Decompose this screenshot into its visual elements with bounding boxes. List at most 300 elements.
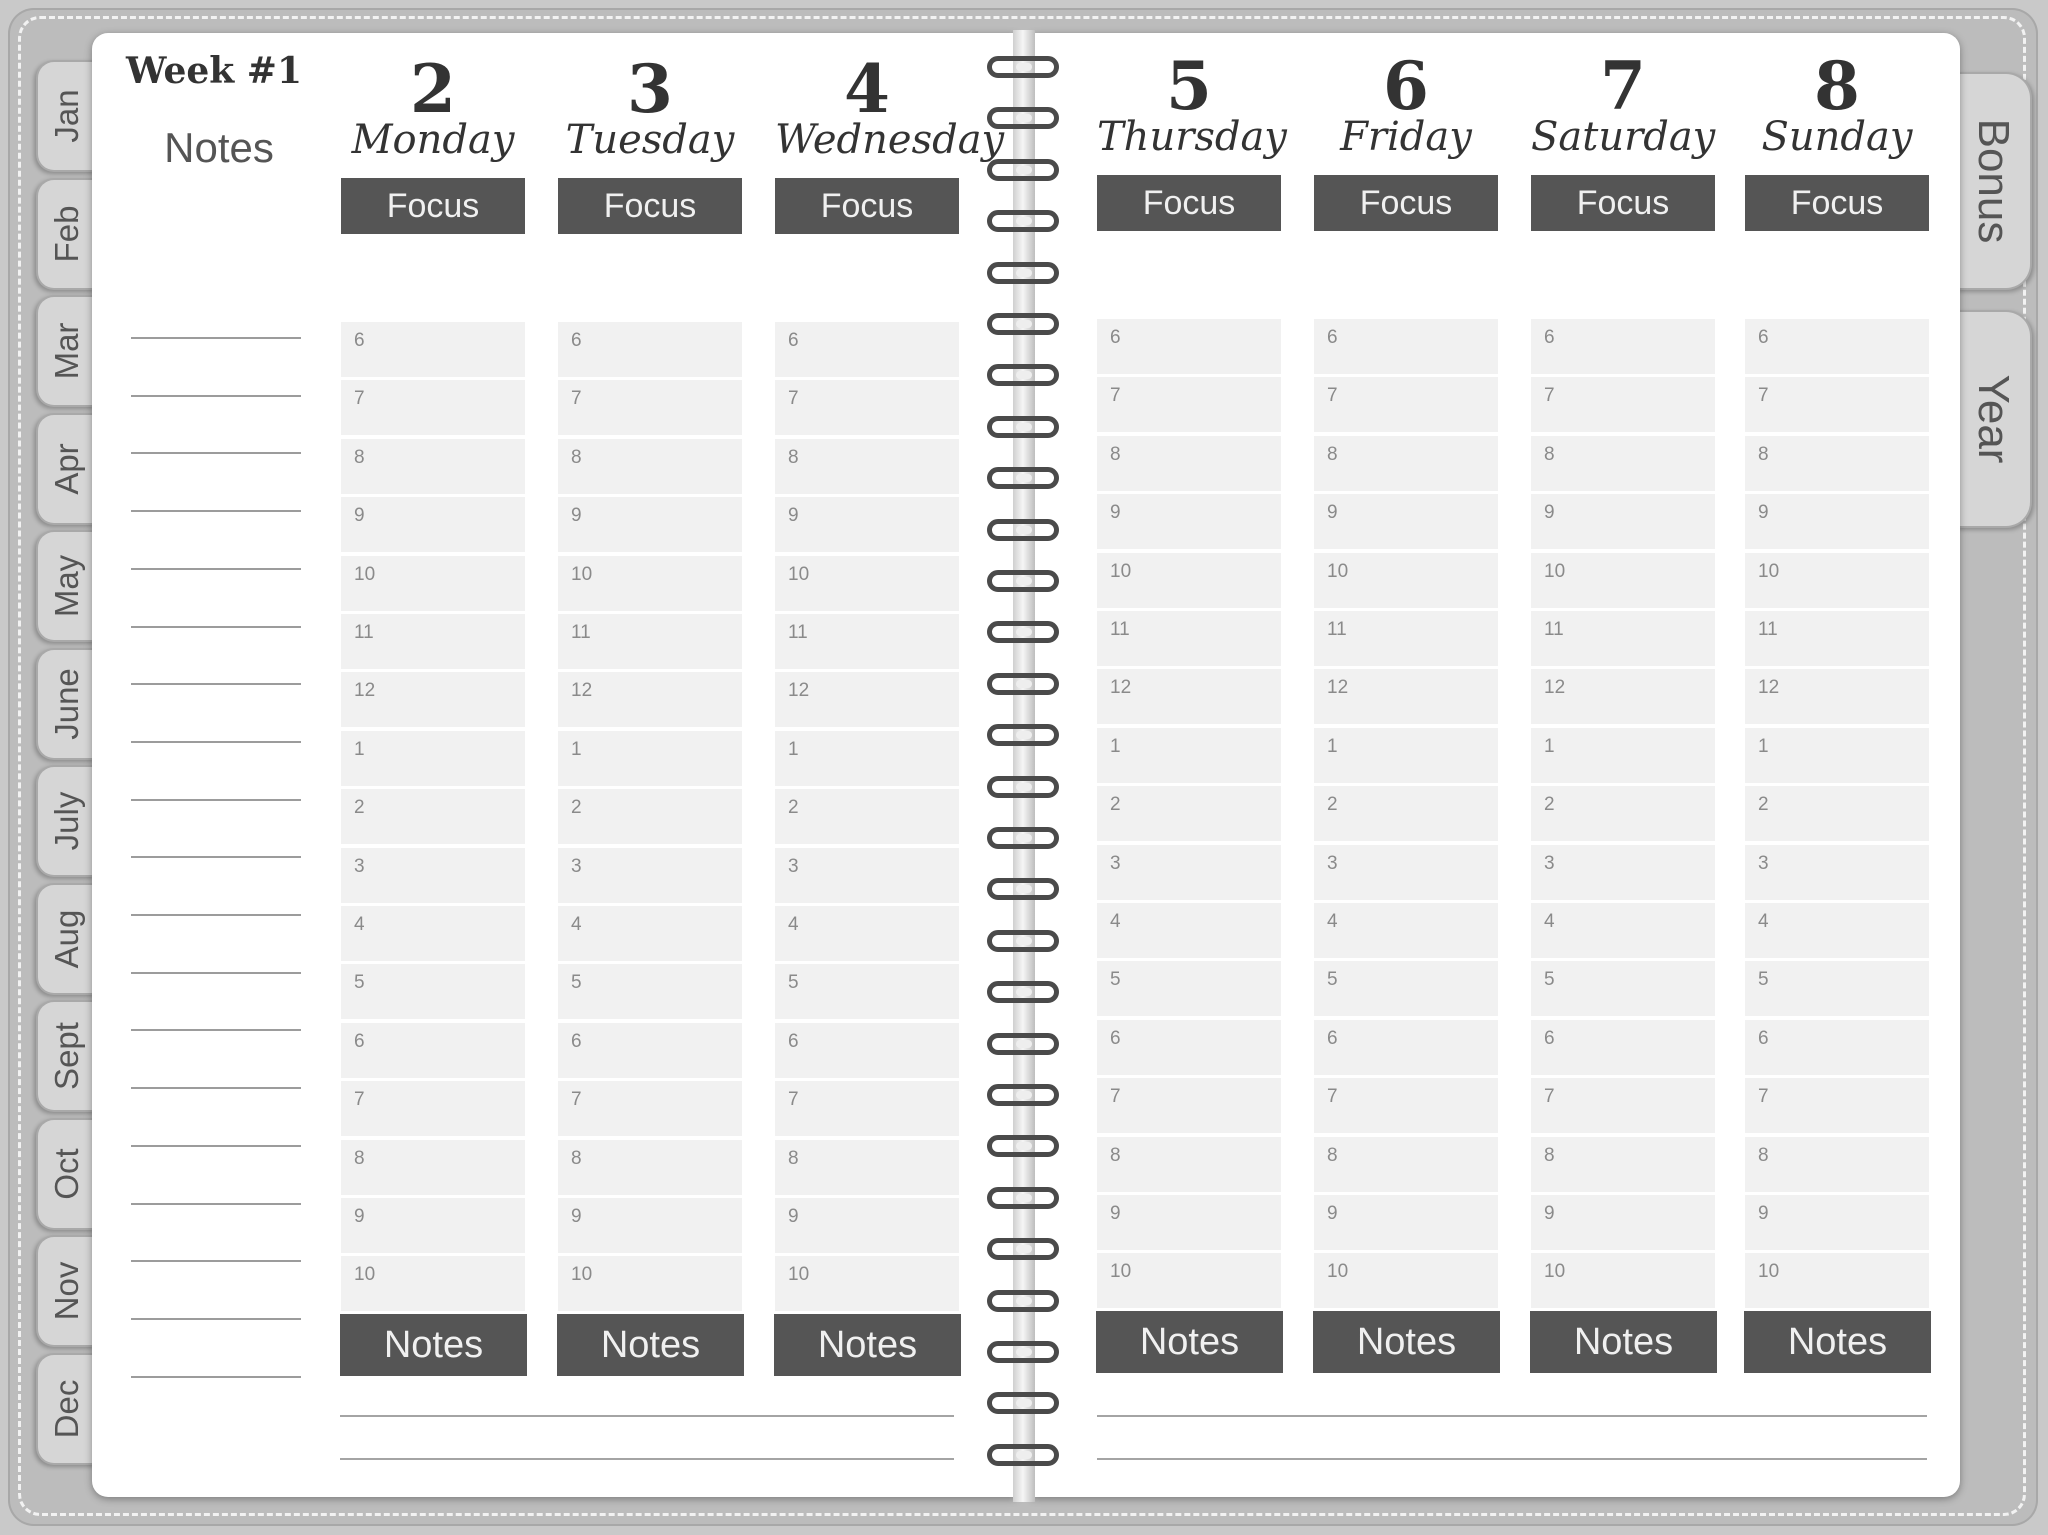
hour-label: 6: [354, 330, 365, 351]
hour-label: 7: [1327, 385, 1338, 406]
hour-slot[interactable]: [1531, 1253, 1715, 1311]
hour-slot[interactable]: [341, 439, 525, 497]
month-tab-label: Feb: [48, 205, 85, 263]
hour-slot[interactable]: [1097, 1253, 1281, 1311]
hour-slot[interactable]: [1745, 1020, 1929, 1078]
hour-label: 8: [788, 447, 799, 468]
hour-label: 9: [1544, 1203, 1555, 1224]
hour-slot[interactable]: [1745, 845, 1929, 903]
hour-slot[interactable]: [1097, 1137, 1281, 1195]
hour-slot[interactable]: [1097, 611, 1281, 669]
month-tab-label: Apr: [48, 443, 85, 495]
day-notes-header[interactable]: Notes: [1096, 1311, 1283, 1373]
hour-slot[interactable]: [558, 556, 742, 614]
hour-slot[interactable]: [1097, 436, 1281, 494]
day-notes-header[interactable]: Notes: [557, 1314, 744, 1376]
spiral-ring: [987, 467, 1059, 489]
hour-label: 3: [1544, 853, 1555, 874]
day-notes-header[interactable]: Notes: [1744, 1311, 1931, 1373]
hour-slot[interactable]: [1531, 903, 1715, 961]
hour-slot[interactable]: [558, 789, 742, 847]
hour-label: 10: [788, 1264, 810, 1285]
focus-header[interactable]: Focus: [341, 178, 525, 234]
hour-slot[interactable]: [558, 497, 742, 555]
hour-label: 6: [571, 330, 582, 351]
month-tab-sept[interactable]: [36, 1000, 96, 1112]
hour-slot[interactable]: [1314, 319, 1498, 377]
hour-label: 9: [571, 1206, 582, 1227]
spiral-ring: [987, 56, 1059, 78]
hour-slot[interactable]: [1097, 1195, 1281, 1253]
hour-label: 9: [1758, 502, 1769, 523]
hour-label: 5: [571, 972, 582, 993]
hour-slot[interactable]: [1314, 553, 1498, 611]
hour-slot[interactable]: [341, 380, 525, 438]
month-tab-label: June: [48, 668, 85, 740]
note-line[interactable]: [131, 452, 301, 454]
hour-slot[interactable]: [341, 672, 525, 730]
day-notes-header[interactable]: Notes: [340, 1314, 527, 1376]
spiral-ring: [987, 827, 1059, 849]
note-line[interactable]: [131, 395, 301, 397]
day-number: 4: [844, 50, 890, 128]
hour-slot[interactable]: [1097, 728, 1281, 786]
hour-slot[interactable]: [341, 1140, 525, 1198]
hour-slot[interactable]: [1531, 1195, 1715, 1253]
hour-label: 5: [1327, 969, 1338, 990]
focus-header[interactable]: Focus: [1314, 175, 1498, 231]
hour-slot[interactable]: [1531, 786, 1715, 844]
hour-slot[interactable]: [1097, 903, 1281, 961]
day-number: 3: [627, 50, 673, 128]
hour-label: 2: [1758, 794, 1769, 815]
hour-label: 3: [788, 856, 799, 877]
hour-label: 10: [1110, 561, 1132, 582]
bottom-note-line-left-2: [340, 1458, 954, 1460]
hour-slot[interactable]: [1745, 1078, 1929, 1136]
hour-slot[interactable]: [341, 964, 525, 1022]
hour-slot[interactable]: [1314, 669, 1498, 727]
focus-header[interactable]: Focus: [558, 178, 742, 234]
hour-slot[interactable]: [1531, 494, 1715, 552]
hour-label: 6: [1544, 1028, 1555, 1049]
hour-slot[interactable]: [1097, 961, 1281, 1019]
hour-slot[interactable]: [1097, 786, 1281, 844]
spiral-ring: [987, 570, 1059, 592]
day-notes-header[interactable]: Notes: [774, 1314, 961, 1376]
hour-slot[interactable]: [1531, 1137, 1715, 1195]
hour-slot[interactable]: [1097, 1020, 1281, 1078]
hour-label: 2: [1544, 794, 1555, 815]
month-tab-apr[interactable]: [36, 413, 96, 525]
hour-label: 3: [571, 856, 582, 877]
hour-slot[interactable]: [775, 789, 959, 847]
hour-slot[interactable]: [775, 1256, 959, 1314]
spiral-ring: [987, 878, 1059, 900]
hour-label: 9: [354, 1206, 365, 1227]
day-notes-header[interactable]: Notes: [1530, 1311, 1717, 1373]
hour-label: 11: [1327, 619, 1347, 640]
bottom-note-line-right-1: [1097, 1415, 1927, 1417]
hour-label: 1: [1544, 736, 1555, 757]
hour-slot[interactable]: [1314, 377, 1498, 435]
month-tab-label: Mar: [48, 322, 85, 380]
hour-slot[interactable]: [1531, 553, 1715, 611]
month-tab-label: Dec: [48, 1379, 85, 1439]
hour-label: 3: [1327, 853, 1338, 874]
spiral-ring: [987, 776, 1059, 798]
spiral-ring: [987, 673, 1059, 695]
spiral-ring: [987, 621, 1059, 643]
hour-slot[interactable]: [775, 672, 959, 730]
hour-label: 9: [1544, 502, 1555, 523]
hour-slot[interactable]: [1097, 845, 1281, 903]
hour-label: 12: [1758, 677, 1780, 698]
hour-slot[interactable]: [775, 731, 959, 789]
hour-label: 6: [788, 330, 799, 351]
hour-label: 10: [788, 564, 810, 585]
note-line[interactable]: [131, 337, 301, 339]
hour-label: 5: [788, 972, 799, 993]
hour-slot[interactable]: [775, 439, 959, 497]
day-number: 7: [1600, 47, 1646, 125]
hour-label: 4: [1758, 911, 1769, 932]
hour-label: 8: [1110, 444, 1121, 465]
hour-label: 12: [1327, 677, 1349, 698]
hour-slot[interactable]: [775, 1140, 959, 1198]
hour-slot[interactable]: [341, 1198, 525, 1256]
hour-slot[interactable]: [341, 848, 525, 906]
hour-slot[interactable]: [1314, 1195, 1498, 1253]
month-tab-dec[interactable]: [36, 1353, 96, 1465]
day-notes-header[interactable]: Notes: [1313, 1311, 1500, 1373]
hour-label: 5: [1544, 969, 1555, 990]
hour-label: 2: [788, 797, 799, 818]
note-line[interactable]: [131, 1087, 301, 1089]
hour-slot[interactable]: [1314, 1137, 1498, 1195]
hour-slot[interactable]: [775, 964, 959, 1022]
spiral-ring: [987, 981, 1059, 1003]
hour-label: 7: [1758, 385, 1769, 406]
hour-label: 8: [1327, 1145, 1338, 1166]
hour-slot[interactable]: [1314, 1253, 1498, 1311]
hour-slot[interactable]: [1531, 319, 1715, 377]
hour-slot[interactable]: [1314, 903, 1498, 961]
hour-label: 10: [1758, 561, 1780, 582]
hour-slot[interactable]: [341, 1081, 525, 1139]
hour-label: 7: [571, 1089, 582, 1110]
side-tab-label: Bonus: [1969, 118, 2018, 244]
hour-label: 8: [1544, 1145, 1555, 1166]
hour-slot[interactable]: [558, 906, 742, 964]
hour-label: 10: [354, 564, 376, 585]
hour-slot[interactable]: [1745, 553, 1929, 611]
day-name: Monday: [351, 117, 515, 163]
spiral-ring: [987, 1187, 1059, 1209]
hour-label: 8: [1758, 444, 1769, 465]
hour-slot[interactable]: [341, 731, 525, 789]
hour-slot[interactable]: [558, 731, 742, 789]
hour-slot[interactable]: [1314, 961, 1498, 1019]
hour-label: 12: [1110, 677, 1132, 698]
hour-slot[interactable]: [1314, 1020, 1498, 1078]
hour-slot[interactable]: [1314, 1078, 1498, 1136]
month-tab-may[interactable]: [36, 530, 96, 642]
note-line[interactable]: [131, 1029, 301, 1031]
hour-slot[interactable]: [1745, 377, 1929, 435]
spiral-ring: [987, 262, 1059, 284]
side-tab-year[interactable]: [1956, 310, 2032, 528]
month-tab-july[interactable]: [36, 765, 96, 877]
hour-label: 12: [788, 680, 810, 701]
hour-label: 12: [571, 680, 593, 701]
hour-slot[interactable]: [558, 1256, 742, 1314]
hour-label: 9: [1758, 1203, 1769, 1224]
day-number: 8: [1814, 47, 1860, 125]
hour-label: 3: [1110, 853, 1121, 874]
hour-slot[interactable]: [341, 497, 525, 555]
note-line[interactable]: [131, 683, 301, 685]
month-tab-feb[interactable]: [36, 178, 96, 290]
hour-label: 9: [354, 505, 365, 526]
hour-label: 7: [1110, 385, 1121, 406]
hour-slot[interactable]: [1745, 494, 1929, 552]
note-line[interactable]: [131, 626, 301, 628]
hour-label: 1: [1327, 736, 1338, 757]
hour-slot[interactable]: [775, 380, 959, 438]
hour-label: 9: [788, 1206, 799, 1227]
month-tab-nov[interactable]: [36, 1235, 96, 1347]
hour-slot[interactable]: [1745, 1195, 1929, 1253]
hour-label: 6: [1544, 327, 1555, 348]
note-line[interactable]: [131, 1203, 301, 1205]
hour-slot[interactable]: [1745, 436, 1929, 494]
hour-slot[interactable]: [558, 380, 742, 438]
hour-label: 8: [571, 447, 582, 468]
hour-slot[interactable]: [1531, 669, 1715, 727]
hour-slot[interactable]: [558, 439, 742, 497]
hour-slot[interactable]: [341, 906, 525, 964]
hour-label: 1: [788, 739, 799, 760]
hour-slot[interactable]: [775, 556, 959, 614]
hour-label: 10: [571, 564, 593, 585]
hour-label: 4: [788, 914, 799, 935]
spiral-ring: [987, 1392, 1059, 1414]
hour-slot[interactable]: [1745, 1253, 1929, 1311]
hour-slot[interactable]: [1745, 786, 1929, 844]
hour-label: 1: [571, 739, 582, 760]
note-line[interactable]: [131, 568, 301, 570]
hour-slot[interactable]: [341, 614, 525, 672]
spiral-ring: [987, 1135, 1059, 1157]
hour-label: 7: [571, 388, 582, 409]
hour-label: 12: [1544, 677, 1566, 698]
month-tab-mar[interactable]: [36, 295, 96, 407]
hour-slot[interactable]: [1745, 728, 1929, 786]
hour-slot[interactable]: [341, 1256, 525, 1314]
hour-slot[interactable]: [1745, 903, 1929, 961]
hour-label: 6: [1758, 327, 1769, 348]
hour-slot[interactable]: [1531, 845, 1715, 903]
note-line[interactable]: [131, 972, 301, 974]
hour-label: 9: [1110, 1203, 1121, 1224]
bottom-note-line-left-1: [340, 1415, 954, 1417]
hour-slot[interactable]: [1531, 611, 1715, 669]
hour-label: 2: [571, 797, 582, 818]
note-line[interactable]: [131, 1145, 301, 1147]
spiral-ring: [987, 1290, 1059, 1312]
hour-label: 11: [354, 622, 374, 643]
hour-slot[interactable]: [1745, 961, 1929, 1019]
hour-slot[interactable]: [775, 906, 959, 964]
hour-slot[interactable]: [341, 789, 525, 847]
spiral-ring: [987, 364, 1059, 386]
hour-label: 6: [1758, 1028, 1769, 1049]
hour-slot[interactable]: [1531, 436, 1715, 494]
hour-label: 5: [1758, 969, 1769, 990]
note-line[interactable]: [131, 799, 301, 801]
hour-label: 2: [354, 797, 365, 818]
day-name: Tuesday: [565, 117, 735, 163]
hour-label: 6: [354, 1031, 365, 1052]
hour-slot[interactable]: [775, 1081, 959, 1139]
month-tab-jan[interactable]: [36, 60, 96, 172]
hour-label: 9: [571, 505, 582, 526]
hour-slot[interactable]: [558, 614, 742, 672]
hour-label: 6: [1327, 327, 1338, 348]
hour-label: 7: [788, 388, 799, 409]
hour-label: 6: [788, 1031, 799, 1052]
hour-slot[interactable]: [1531, 1078, 1715, 1136]
note-line[interactable]: [131, 856, 301, 858]
hour-slot[interactable]: [1531, 377, 1715, 435]
hour-slot[interactable]: [1097, 494, 1281, 552]
hour-label: 6: [571, 1031, 582, 1052]
hour-label: 1: [1758, 736, 1769, 757]
hour-label: 10: [1110, 1261, 1132, 1282]
note-line[interactable]: [131, 1376, 301, 1378]
focus-header[interactable]: Focus: [1745, 175, 1929, 231]
hour-slot[interactable]: [558, 848, 742, 906]
hour-slot[interactable]: [1097, 553, 1281, 611]
hour-label: 10: [354, 1264, 376, 1285]
hour-slot[interactable]: [1531, 961, 1715, 1019]
hour-slot[interactable]: [1314, 728, 1498, 786]
spiral-ring: [987, 724, 1059, 746]
hour-slot[interactable]: [1745, 669, 1929, 727]
hour-label: 7: [1544, 385, 1555, 406]
hour-slot[interactable]: [1314, 611, 1498, 669]
hour-slot[interactable]: [341, 1023, 525, 1081]
hour-slot[interactable]: [775, 497, 959, 555]
hour-slot[interactable]: [1314, 845, 1498, 903]
hour-label: 6: [1110, 327, 1121, 348]
spiral-ring: [987, 107, 1059, 129]
hour-label: 8: [1544, 444, 1555, 465]
hour-label: 11: [1110, 619, 1130, 640]
spiral-ring: [987, 1238, 1059, 1260]
hour-label: 11: [1544, 619, 1564, 640]
hour-label: 2: [1110, 794, 1121, 815]
hour-slot[interactable]: [558, 672, 742, 730]
hour-slot[interactable]: [1745, 611, 1929, 669]
hour-slot[interactable]: [558, 1023, 742, 1081]
hour-slot[interactable]: [775, 848, 959, 906]
hour-label: 7: [354, 1089, 365, 1110]
hour-label: 9: [1110, 502, 1121, 523]
hour-slot[interactable]: [1314, 436, 1498, 494]
hour-label: 12: [354, 680, 376, 701]
hour-label: 7: [1110, 1086, 1121, 1107]
note-line[interactable]: [131, 1318, 301, 1320]
spiral-spine: [1013, 30, 1035, 1502]
hour-slot[interactable]: [1745, 1137, 1929, 1195]
month-tab-aug[interactable]: [36, 883, 96, 995]
month-tab-label: Aug: [48, 909, 85, 969]
focus-header[interactable]: Focus: [1531, 175, 1715, 231]
hour-slot[interactable]: [558, 964, 742, 1022]
spiral-ring: [987, 313, 1059, 335]
month-tab-label: July: [48, 791, 85, 851]
note-line[interactable]: [131, 741, 301, 743]
spiral-ring: [987, 519, 1059, 541]
hour-slot[interactable]: [1097, 377, 1281, 435]
hour-slot[interactable]: [341, 556, 525, 614]
hour-slot[interactable]: [558, 1198, 742, 1256]
hour-slot[interactable]: [1097, 319, 1281, 377]
hour-label: 1: [1110, 736, 1121, 757]
hour-label: 10: [571, 1264, 593, 1285]
focus-header[interactable]: Focus: [775, 178, 959, 234]
month-tab-oct[interactable]: [36, 1118, 96, 1230]
hour-slot[interactable]: [775, 1023, 959, 1081]
hour-label: 1: [354, 739, 365, 760]
day-number: 6: [1383, 47, 1429, 125]
hour-slot[interactable]: [1314, 786, 1498, 844]
hour-label: 4: [1110, 911, 1121, 932]
note-line[interactable]: [131, 1260, 301, 1262]
note-line[interactable]: [131, 510, 301, 512]
hour-label: 10: [1544, 561, 1566, 582]
hour-slot[interactable]: [1531, 728, 1715, 786]
side-tab-bonus[interactable]: [1956, 72, 2032, 290]
hour-slot[interactable]: [775, 614, 959, 672]
hour-slot[interactable]: [558, 1140, 742, 1198]
note-line[interactable]: [131, 914, 301, 916]
hour-label: 5: [1110, 969, 1121, 990]
hour-slot[interactable]: [558, 1081, 742, 1139]
hour-label: 10: [1327, 561, 1349, 582]
spiral-ring: [987, 1084, 1059, 1106]
hour-slot[interactable]: [1097, 669, 1281, 727]
hour-label: 4: [1327, 911, 1338, 932]
hour-label: 2: [1327, 794, 1338, 815]
hour-slot[interactable]: [1745, 319, 1929, 377]
month-tab-june[interactable]: [36, 648, 96, 760]
spiral-ring: [987, 1444, 1059, 1466]
hour-slot[interactable]: [775, 322, 959, 380]
hour-label: 8: [354, 1148, 365, 1169]
hour-slot[interactable]: [1314, 494, 1498, 552]
hour-slot[interactable]: [775, 1198, 959, 1256]
hour-label: 6: [1110, 1028, 1121, 1049]
focus-header[interactable]: Focus: [1097, 175, 1281, 231]
hour-slot[interactable]: [341, 322, 525, 380]
hour-label: 11: [788, 622, 808, 643]
hour-slot[interactable]: [1097, 1078, 1281, 1136]
hour-slot[interactable]: [1531, 1020, 1715, 1078]
hour-slot[interactable]: [558, 322, 742, 380]
